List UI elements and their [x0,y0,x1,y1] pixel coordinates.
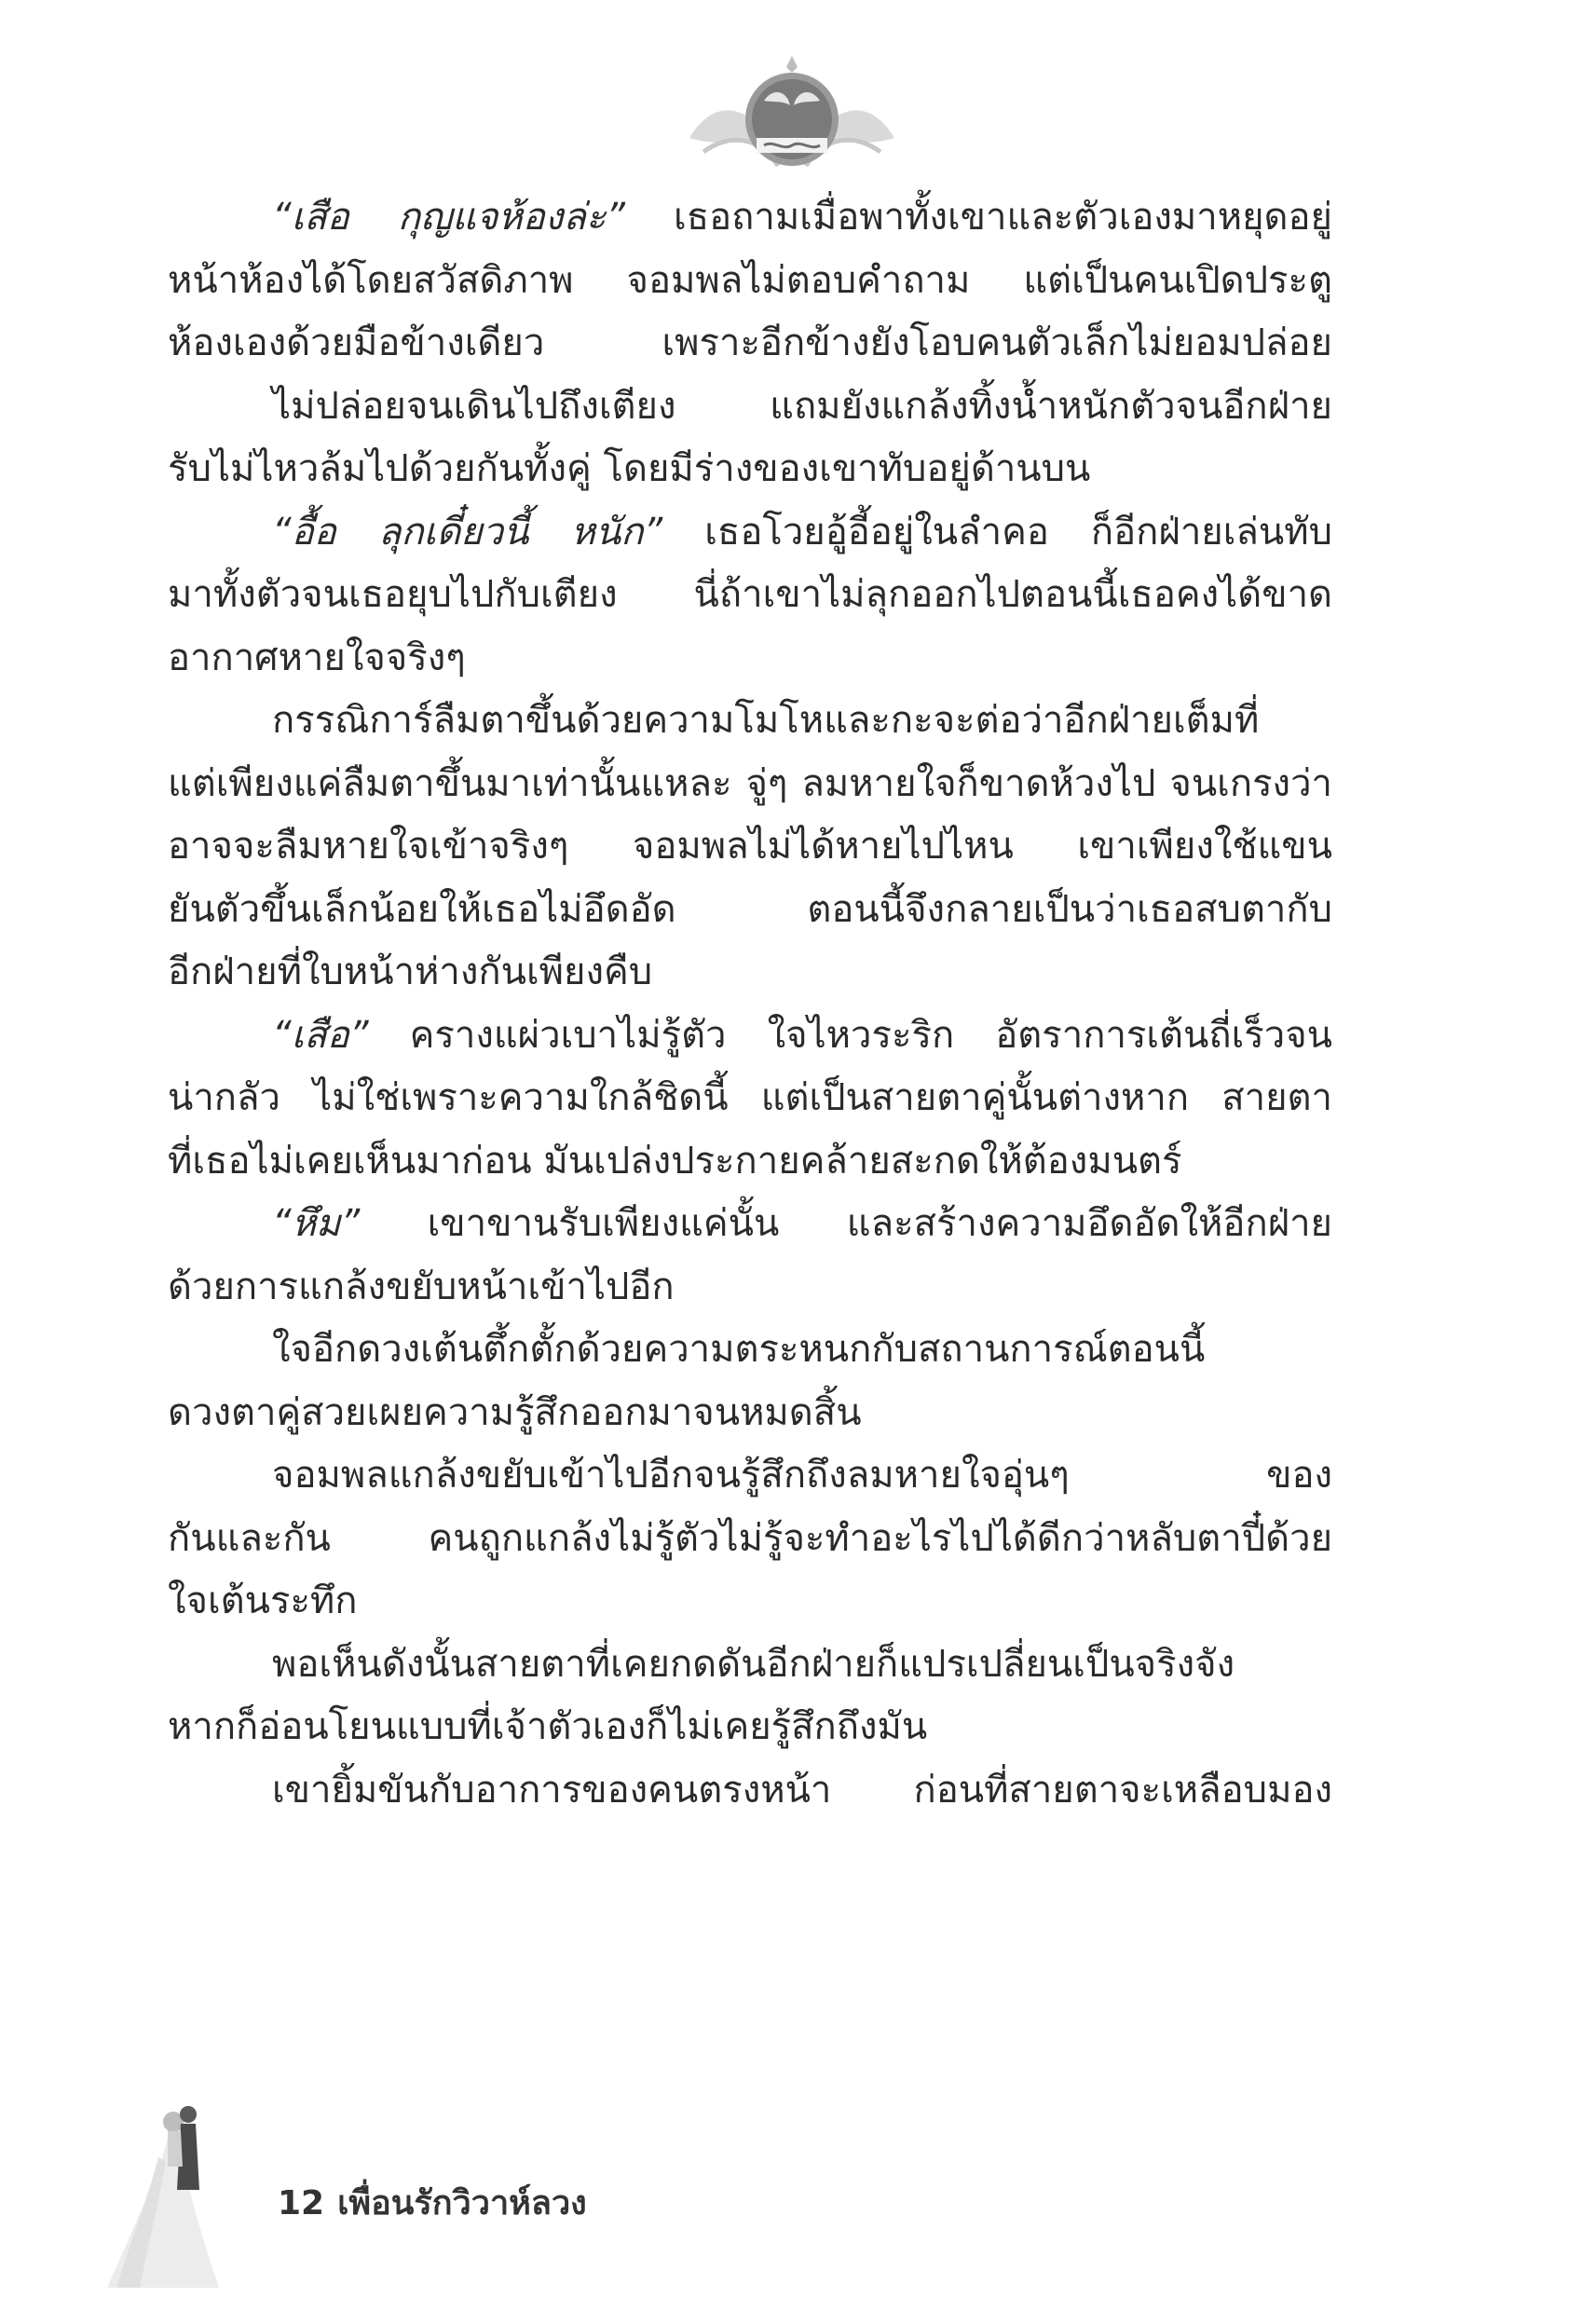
narration: มาทั้งตัวจนเธอยุบไปกับเตียง นี่ถ้าเขาไม่ลุกออกไปตอนนี้เธอคงได้ขาด [168,573,1332,616]
text-line [168,627,1332,691]
dialogue-quote: “หึม” [272,1202,361,1245]
book-title: เพื่อนรักวิวาห์ลวง [337,2184,587,2222]
narration: รับไม่ไหวล้มไปด้วยกันทั้งคู่ โดยมีร่างของเขาทับอยู่ด้านบน [168,447,1091,490]
narration: น่ากลัว ไม่ใช่เพราะความใกล้ชิดนี้ แต่เป็นสายตาคู่นั้นต่างหาก สายตา [168,1076,1332,1119]
narration: ที่เธอไม่เคยเห็นมาก่อน มันเปล่งประกายคล้ายสะกดให้ต้องมนตร์ [168,1139,1182,1183]
narration: ห้องเองด้วยมือข้างเดียว เพราะอีกข้างยังโอบคนตัวเล็กไม่ยอมปล่อย [168,321,1332,364]
narration: อาจจะลืมหายใจเข้าจริงๆ จอมพลไม่ได้หายไปไหน เขาเพียงใช้แขน [168,825,1332,868]
narration: ไม่ปล่อยจนเดินไปถึงเตียง แถมยังแกล้งทิ้งน้ำหนักตัวจนอีกฝ่าย [272,384,1332,428]
text-line [168,376,1332,439]
text-line [168,186,1332,250]
text-line [168,1319,1332,1382]
narration: ดวงตาคู่สวยเผยความรู้สึกออกมาจนหมดสิ้น [168,1390,862,1434]
text-line [168,1634,1332,1697]
narration: แต่เพียงแค่ลืมตาขึ้นมาเท่านั้นแหละ จู่ๆ ลมหายใจก็ขาดห้วงไป จนเกรงว่า [168,761,1332,805]
page-footer [278,2176,600,2229]
narration: ใจอีกดวงเต้นตึ้กตั้กด้วยความตระหนกกับสถานการณ์ตอนนี้ [272,1328,1206,1371]
narration: เธอโวยอู้อี้อยู่ในลำคอ ก็อีกฝ่ายเล่นทับ [662,510,1332,554]
text-line [168,753,1332,816]
text-line [168,250,1332,313]
dialogue-quote: “เสือ กุญแจห้องล่ะ” [272,196,626,239]
text-line [168,1067,1332,1130]
text-line [168,564,1332,627]
text-line [168,438,1332,501]
narration: พอเห็นดังนั้นสายตาที่เคยกดดันอีกฝ่ายก็แปรเปลี่ยนเป็นจริงจัง [272,1642,1235,1686]
bride-groom-icon [102,2101,224,2292]
text-line [168,941,1332,1005]
text-line [168,1005,1332,1068]
narration: เธอถามเมื่อพาทั้งเขาและตัวเองมาหยุดอยู่ [625,196,1332,239]
text-line [168,815,1332,879]
dialogue-quote: “เสือ” [272,1013,369,1057]
narration: เขายิ้มขันกับอาการของคนตรงหน้า ก่อนที่สายตาจะเหลือบมอง [272,1768,1332,1812]
narration: ยันตัวขึ้นเล็กน้อยให้เธอไม่อึดอัด ตอนนี้จึงกลายเป็นว่าเธอสบตากับ [168,887,1332,931]
text-line [168,501,1332,565]
text-line [168,1759,1332,1823]
text-line [168,1696,1332,1759]
text-line [168,1570,1332,1634]
narration: อีกฝ่ายที่ใบหน้าห่างกันเพียงคืบ [168,950,653,993]
narration: จอมพลแกล้งขยับเข้าไปอีกจนรู้สึกถึงลมหายใจอุ่นๆ ของ [272,1454,1332,1497]
text-line [168,312,1332,376]
body-text [168,186,1332,1822]
narration: ด้วยการแกล้งขยับหน้าเข้าไปอีก [168,1265,675,1308]
text-line [168,879,1332,942]
narration: หน้าห้องได้โดยสวัสดิภาพ จอมพลไม่ตอบคำถาม แต่เป็นคนเปิดประตู [168,258,1332,302]
narration: กรรณิการ์ลืมตาขึ้นด้วยความโมโหและกะจะต่อว่าอีกฝ่ายเต็มที่ [272,699,1260,742]
narration: กันและกัน คนถูกแกล้งไม่รู้ตัวไม่รู้จะทำอะไรไปได้ดีกว่าหลับตาปี๋ด้วย [168,1516,1332,1560]
narration: หากก็อ่อนโยนแบบที่เจ้าตัวเองก็ไม่เคยรู้สึกถึงมัน [168,1705,928,1748]
text-line [168,1193,1332,1256]
dialogue-quote: “อื้อ ลุกเดี๋ยวนี้ หนัก” [272,510,663,554]
narration: อากาศหายใจจริงๆ [168,636,466,679]
page-number: 12 [278,2184,325,2222]
narration: ใจเต้นระทึก [168,1579,358,1622]
narration: เขาขานรับเพียงแค่นั้น และสร้างความอึดอัดให้อีกฝ่าย [360,1202,1332,1245]
text-line [168,1382,1332,1445]
text-line [168,1256,1332,1320]
narration: ครางแผ่วเบาไม่รู้ตัว ใจไหวระริก อัตราการเต้นถี่เร็วจน [368,1013,1332,1057]
text-line [168,1444,1332,1508]
text-line [168,1508,1332,1571]
publisher-logo-icon [671,35,913,185]
text-line [168,1130,1332,1194]
text-line [168,690,1332,753]
